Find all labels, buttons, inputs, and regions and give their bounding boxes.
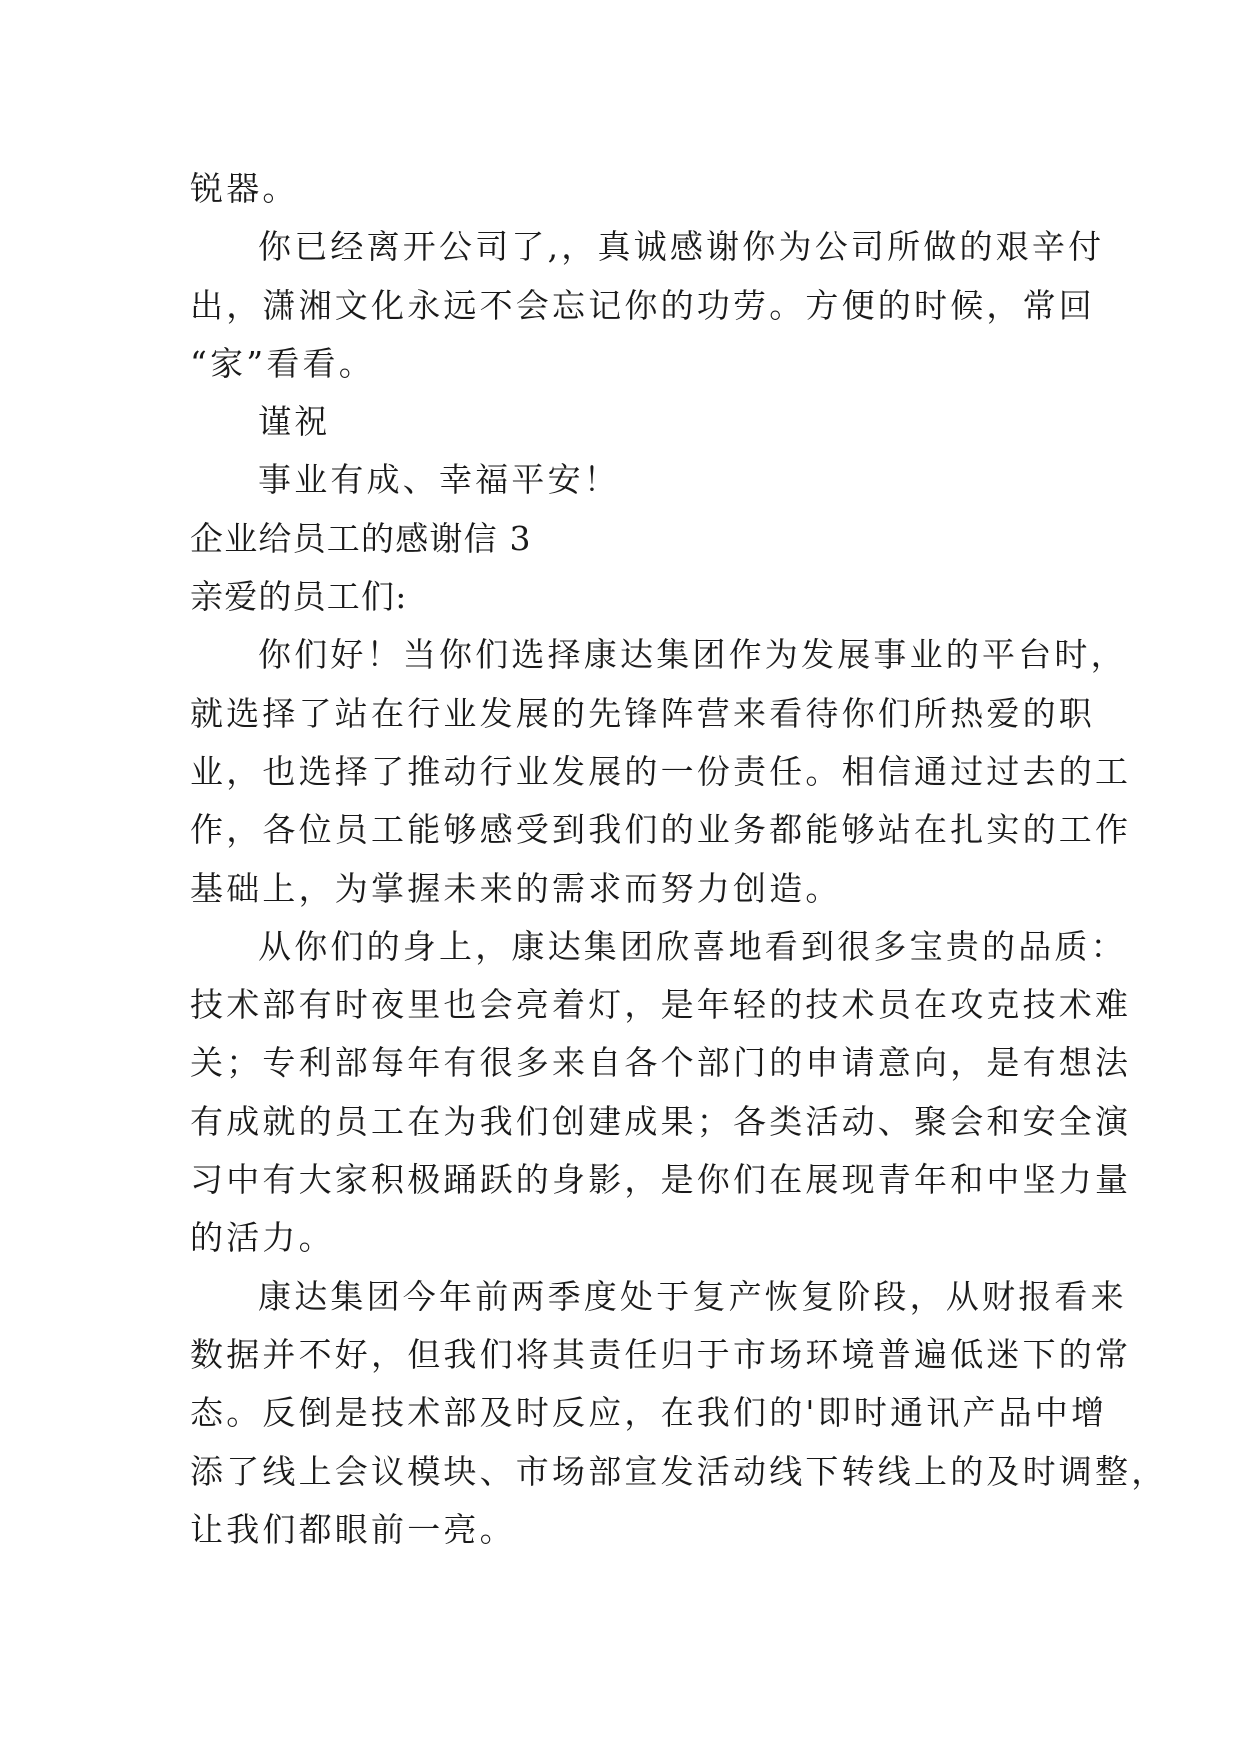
document-body [190,160,1168,1559]
text-line: 事业有成、幸福平安！ [258,460,620,500]
text-line: 业，也选择了推动行业发展的一份责任。相信通过过去的工 [190,751,1132,791]
text-line: 关；专利部每年有很多来自各个部门的申请意向，是有想法 [190,1043,1132,1083]
text-line: 谨祝 [258,402,331,442]
text-line: 从你们的身上，康达集团欣喜地看到很多宝贵的品质： [258,926,1127,966]
text-line: 态。反倒是技术部及时反应，在我们的'即时通讯产品中增 [190,1393,1108,1433]
text-line: 添了线上会议模块、市场部宣发活动线下转线上的及时调整， [190,1451,1168,1491]
text-line: 你们好！当你们选择康达集团作为发展事业的平台时， [258,635,1127,675]
text-line: 你已经离开公司了,，真诚感谢你为公司所做的艰辛付 [258,227,1105,267]
text-line: 基础上，为掌握未来的需求而努力创造。 [190,868,842,908]
text-line: 出，潇湘文化永远不会忘记你的功劳。方便的时候，常回 [190,285,1095,325]
text-line: 技术部有时夜里也会亮着灯，是年轻的技术员在攻克技术难 [190,985,1132,1025]
text-line: 锐器。 [190,169,299,208]
text-line: 康达集团今年前两季度处于复产恢复阶段，从财报看来 [258,1276,1127,1316]
text-line: 习中有大家积极踊跃的身影，是你们在展现青年和中坚力量 [190,1160,1132,1200]
salutation: 亲爱的员工们: [190,577,408,617]
text-line: 的活力。 [190,1218,335,1258]
text-line: 有成就的员工在为我们创建成果；各类活动、聚会和安全演 [190,1101,1132,1141]
text-line: 数据并不好，但我们将其责任归于市场环境普遍低迷下的常 [190,1334,1132,1374]
text-line: 让我们都眼前一亮。 [190,1509,516,1549]
text-line: “家”看看。 [190,343,375,383]
text-line: 作，各位员工能够感受到我们的业务都能够站在扎实的工作 [190,810,1132,850]
text-line: 就选择了站在行业发展的先锋阵营来看待你们所热爱的职 [190,693,1095,733]
section-heading: 企业给员工的感谢信 3 [190,518,532,558]
